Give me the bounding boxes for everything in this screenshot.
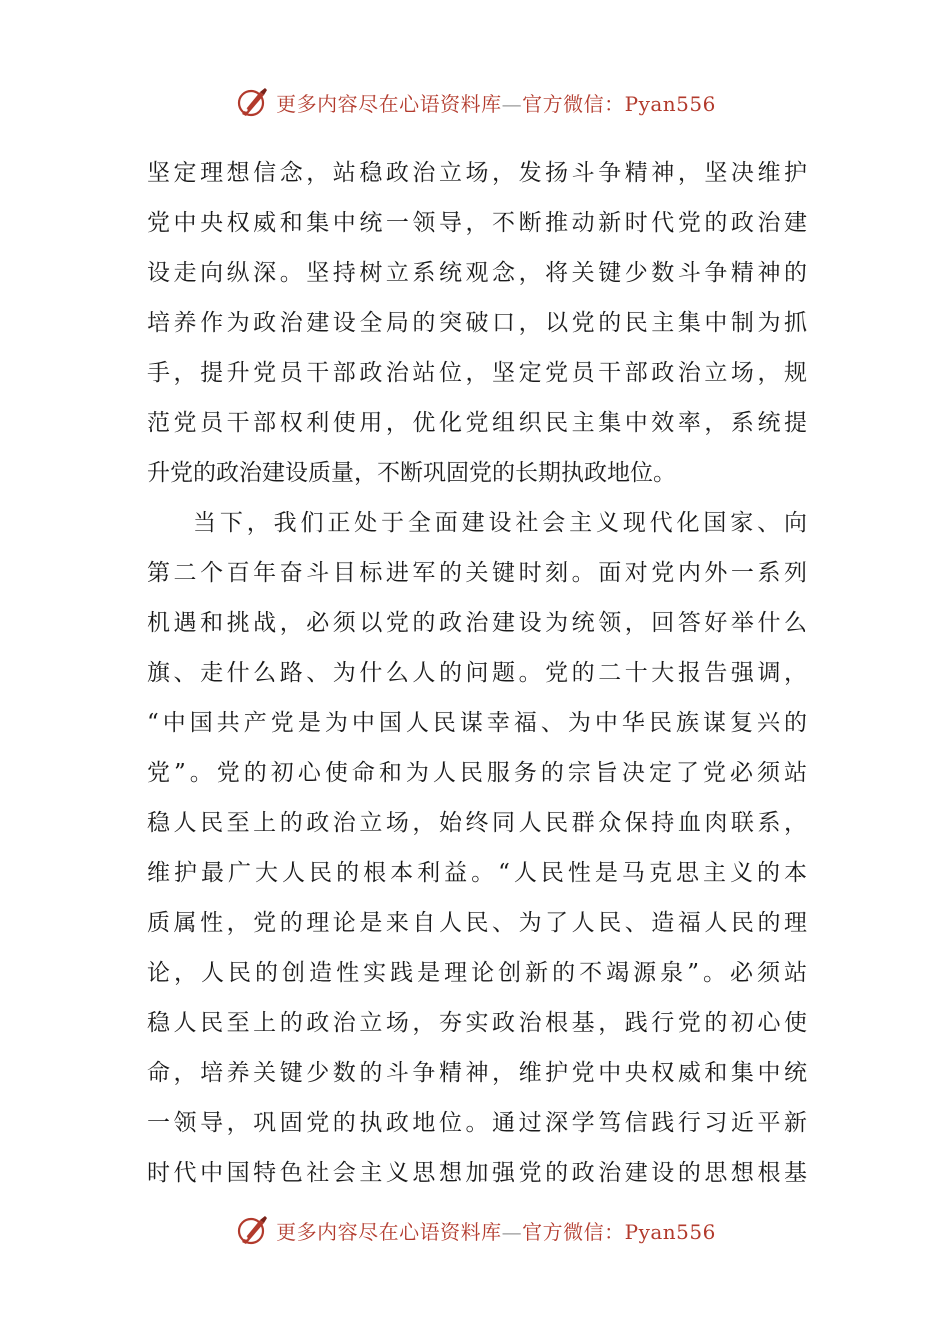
body-line: 升党的政治建设质量，不断巩固党的长期执政地位。 <box>147 460 676 486</box>
body-line: 党”。党的初心使命和为人民服务的宗旨决定了党必须站 <box>147 760 807 786</box>
body-line: 旗、走什么路、为什么人的问题。党的二十大报告强调， <box>147 660 807 686</box>
pen-nib-logo-icon <box>234 84 270 120</box>
header-banner <box>0 82 950 122</box>
header-banner-wechat: 官方微信：Pyan556 <box>522 91 716 116</box>
header-banner-separator: — <box>501 91 523 116</box>
body-line: 稳人民至上的政治立场，夯实政治根基，践行党的初心使 <box>147 1010 807 1036</box>
body-line-paragraph-start: 当下，我们正处于全面建设社会主义现代化国家、向 <box>193 510 807 536</box>
pen-nib-logo-icon <box>234 1212 270 1248</box>
footer-banner-main: 更多内容尽在心语资料库 <box>276 1219 502 1244</box>
body-line: “中国共产党是为中国人民谋幸福、为中华民族谋复兴的 <box>147 710 807 736</box>
body-line: 手，提升党员干部政治站位，坚定党员干部政治立场，规 <box>147 360 807 386</box>
footer-banner-text <box>276 1216 716 1245</box>
body-line: 论，人民的创造性实践是理论创新的不竭源泉”。必须站 <box>147 960 807 986</box>
body-line: 命，培养关键少数的斗争精神，维护党中央权威和集中统 <box>147 1060 807 1086</box>
body-line: 质属性，党的理论是来自人民、为了人民、造福人民的理 <box>147 910 807 936</box>
document-body <box>147 148 807 1198</box>
body-line: 范党员干部权利使用，优化党组织民主集中效率，系统提 <box>147 410 807 436</box>
body-line: 一领导，巩固党的执政地位。通过深学笃信践行习近平新 <box>147 1110 807 1136</box>
body-line: 坚定理想信念，站稳政治立场，发扬斗争精神，坚决维护 <box>147 160 807 186</box>
body-line: 培养作为政治建设全局的突破口，以党的民主集中制为抓 <box>147 310 807 336</box>
footer-banner-separator: — <box>501 1219 523 1244</box>
header-banner-main: 更多内容尽在心语资料库 <box>276 91 502 116</box>
body-line: 第二个百年奋斗目标进军的关键时刻。面对党内外一系列 <box>147 560 807 586</box>
body-line: 设走向纵深。坚持树立系统观念，将关键少数斗争精神的 <box>147 260 807 286</box>
footer-banner <box>0 1210 950 1250</box>
body-line: 时代中国特色社会主义思想加强党的政治建设的思想根基 <box>147 1160 807 1186</box>
footer-banner-wechat: 官方微信：Pyan556 <box>522 1219 716 1244</box>
body-line: 维护最广大人民的根本利益。“人民性是马克思主义的本 <box>147 860 807 886</box>
body-line: 稳人民至上的政治立场，始终同人民群众保持血肉联系， <box>147 810 807 836</box>
body-line: 党中央权威和集中统一领导，不断推动新时代党的政治建 <box>147 210 807 236</box>
header-banner-text <box>276 88 716 117</box>
body-line: 机遇和挑战，必须以党的政治建设为统领，回答好举什么 <box>147 610 807 636</box>
